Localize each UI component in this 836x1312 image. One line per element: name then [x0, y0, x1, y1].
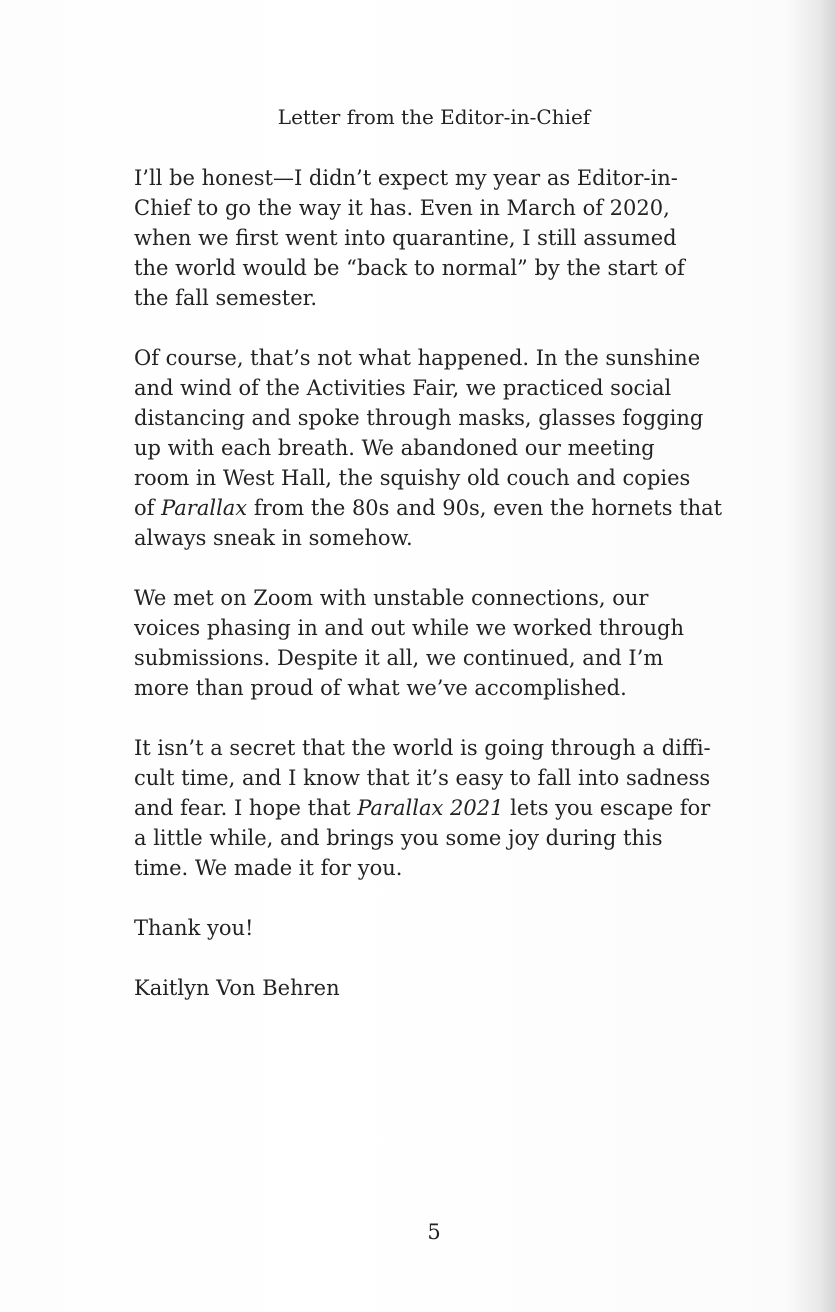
- text-line: always sneak in somehow.: [134, 526, 413, 550]
- text-line: up with each breath. We abandoned our meeting: [134, 436, 655, 460]
- text-line: Of course, that’s not what happened. In the sunshine: [134, 346, 701, 370]
- text-line-with-italic: [134, 793, 734, 823]
- paragraph-1: [134, 163, 734, 313]
- paragraph-2: [134, 343, 734, 553]
- text-segment: lets you escape for: [503, 796, 711, 820]
- text-line: room in West Hall, the squishy old couch and copies: [134, 466, 691, 490]
- text-segment: from the 80s and 90s, even the hornets that: [247, 496, 723, 520]
- closing: [134, 913, 734, 943]
- letter-title: Letter from the Editor-in-Chief: [277, 105, 591, 129]
- signature: Kaitlyn Von Behren: [134, 976, 340, 1000]
- text-line: when we first went into quarantine, I still assumed: [134, 226, 677, 250]
- publication-title: Parallax 2021: [357, 796, 504, 820]
- paragraph-3: [134, 583, 734, 703]
- text-line-with-italic: [134, 493, 734, 523]
- text-line: distancing and spoke through masks, glasses fogging: [134, 406, 704, 430]
- publication-title: Parallax: [161, 496, 248, 520]
- letter-body: [134, 163, 734, 1033]
- closing-text: Thank you!: [134, 916, 254, 940]
- text-line: submissions. Despite it all, we continued, and I’m: [134, 646, 664, 670]
- text-segment: and fear. I hope that: [134, 796, 358, 820]
- text-line: time. We made it for you.: [134, 856, 403, 880]
- text-line: I’ll be honest—I didn’t expect my year as Editor-in-: [134, 166, 678, 190]
- text-line: We met on Zoom with unstable connections, our: [134, 586, 649, 610]
- text-line: voices phasing in and out while we worked through: [134, 616, 685, 640]
- text-line: It isn’t a secret that the world is going through a diffi-: [134, 736, 711, 760]
- signature-block: [134, 973, 734, 1003]
- text-line: Chief to go the way it has. Even in March of 2020,: [134, 196, 670, 220]
- text-line: the fall semester.: [134, 286, 318, 310]
- text-line: and wind of the Activities Fair, we practiced social: [134, 376, 672, 400]
- text-line: the world would be “back to normal” by the start of: [134, 256, 685, 280]
- page-number: 5: [427, 1220, 441, 1244]
- text-segment: of: [134, 496, 162, 520]
- paragraph-4: [134, 733, 734, 883]
- text-line: a little while, and brings you some joy during this: [134, 826, 663, 850]
- text-line: cult time, and I know that it’s easy to fall into sadness: [134, 766, 711, 790]
- text-line: more than proud of what we’ve accomplished.: [134, 676, 627, 700]
